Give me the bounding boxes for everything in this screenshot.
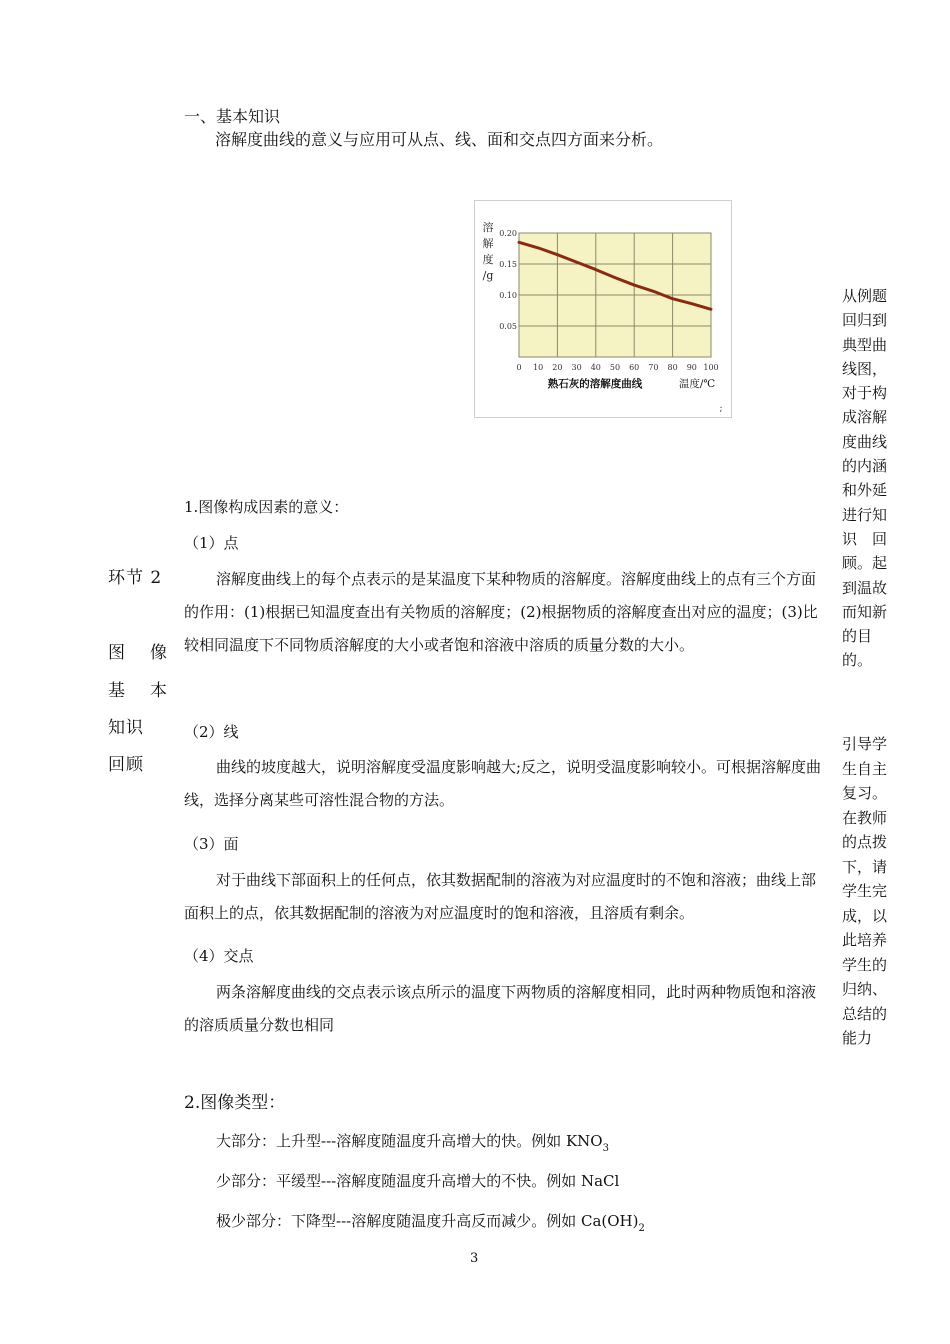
heading-2: 2.图像类型：	[184, 1093, 286, 1113]
type-item-falling-subscript: 2	[638, 1223, 645, 1234]
y-tick-label: 0.15	[499, 260, 517, 269]
type-item-rising-subscript: 3	[602, 1143, 609, 1154]
y-axis-label-char: 度	[482, 253, 494, 266]
x-tick-label: 50	[609, 363, 621, 372]
type-item-rising-text: 大部分：上升型---溶解度随温度升高增大的快。例如 KNO	[216, 1132, 603, 1150]
type-item-rising	[216, 1130, 609, 1154]
stage-label: 环节 2	[108, 568, 163, 588]
side-note-1: 从例题回归到典型曲线图，对于构成溶解度曲线的内涵和外延进行知识 回顾。起到温故而知新的目的。	[842, 287, 888, 670]
chart-title: 熟石灰的溶解度曲线	[547, 378, 643, 390]
left-label-2: 基 本	[108, 681, 171, 701]
page-number: 3	[470, 1251, 479, 1266]
x-tick-label: 80	[667, 363, 678, 372]
paragraph-point: 溶解度曲线上的每个点表示的是某温度下某种物质的溶解度。溶解度曲线上的点有三个方面的作用：(1)根据已知温度查出有关物质的溶解度；(2)根据物质的溶解度查出对应的温度；(3)比较相同温度下不同物质溶解度的大小或者饱和溶液中溶质的质量分数的大小。	[184, 570, 818, 654]
y-axis-label-char: 解	[482, 237, 494, 250]
x-tick-label: 60	[629, 363, 640, 372]
solubility-chart	[474, 200, 732, 418]
side-note-2: 引导学生自主复习。在教师的点拨下，请学生完成，以此培养学生的归纳、总结的能力	[842, 735, 888, 1047]
x-tick-label: 100	[703, 363, 719, 372]
left-label-3: 知识	[108, 718, 144, 738]
x-tick-label: 90	[686, 363, 697, 372]
x-axis-label: 温度/℃	[678, 378, 716, 390]
x-tick-label: 10	[533, 363, 544, 372]
chart-svg	[475, 201, 731, 417]
type-item-falling	[216, 1210, 645, 1234]
y-axis-label-char: 溶	[482, 221, 494, 234]
heading-1: 1.图像构成因素的意义：	[184, 498, 349, 516]
type-item-flat: 少部分：平缓型---溶解度随温度升高增大的不快。例如 NaCl	[216, 1172, 620, 1190]
section-title: 一、基本知识	[184, 107, 281, 126]
subheading-area: （3）面	[184, 835, 239, 853]
intro-text: 溶解度曲线的意义与应用可从点、线、面和交点四方面来分析。	[215, 130, 664, 149]
subheading-line: （2）线	[184, 723, 239, 741]
y-tick-label: 0.05	[499, 322, 517, 331]
paragraph-cross: 两条溶解度曲线的交点表示该点所示的温度下两物质的溶解度相同，此时两种物质饱和溶液的溶质质量分数也相同	[184, 983, 817, 1034]
type-item-falling-text: 极少部分：下降型---溶解度随温度升高反而减少。例如 Ca(OH)	[216, 1212, 639, 1230]
y-tick-label: 0.10	[499, 291, 517, 300]
paragraph-area: 对于曲线下部面积上的任何点，依其数据配制的溶液为对应温度时的不饱和溶液；曲线上部面积上的点，依其数据配制的溶液为对应温度时的饱和溶液，且溶质有剩余。	[184, 871, 817, 922]
y-axis-label-char: /g	[482, 269, 494, 282]
corner-mark: ;	[719, 404, 723, 414]
subheading-point: （1）点	[184, 534, 239, 552]
y-tick-label: 0.20	[499, 229, 517, 238]
subheading-cross: （4）交点	[184, 947, 254, 965]
x-tick-label: 30	[571, 363, 582, 372]
left-label-4: 回顾	[108, 755, 144, 775]
x-tick-label: 70	[648, 363, 659, 372]
x-tick-label: 40	[590, 363, 601, 372]
paragraph-line: 曲线的坡度越大，说明溶解度受温度影响越大;反之，说明受温度影响较小。可根据溶解度曲线，选择分离某些可溶性混合物的方法。	[184, 758, 822, 809]
x-tick-label: 0	[516, 363, 522, 372]
left-label-1: 图 像	[108, 643, 171, 663]
x-tick-label: 20	[552, 363, 563, 372]
